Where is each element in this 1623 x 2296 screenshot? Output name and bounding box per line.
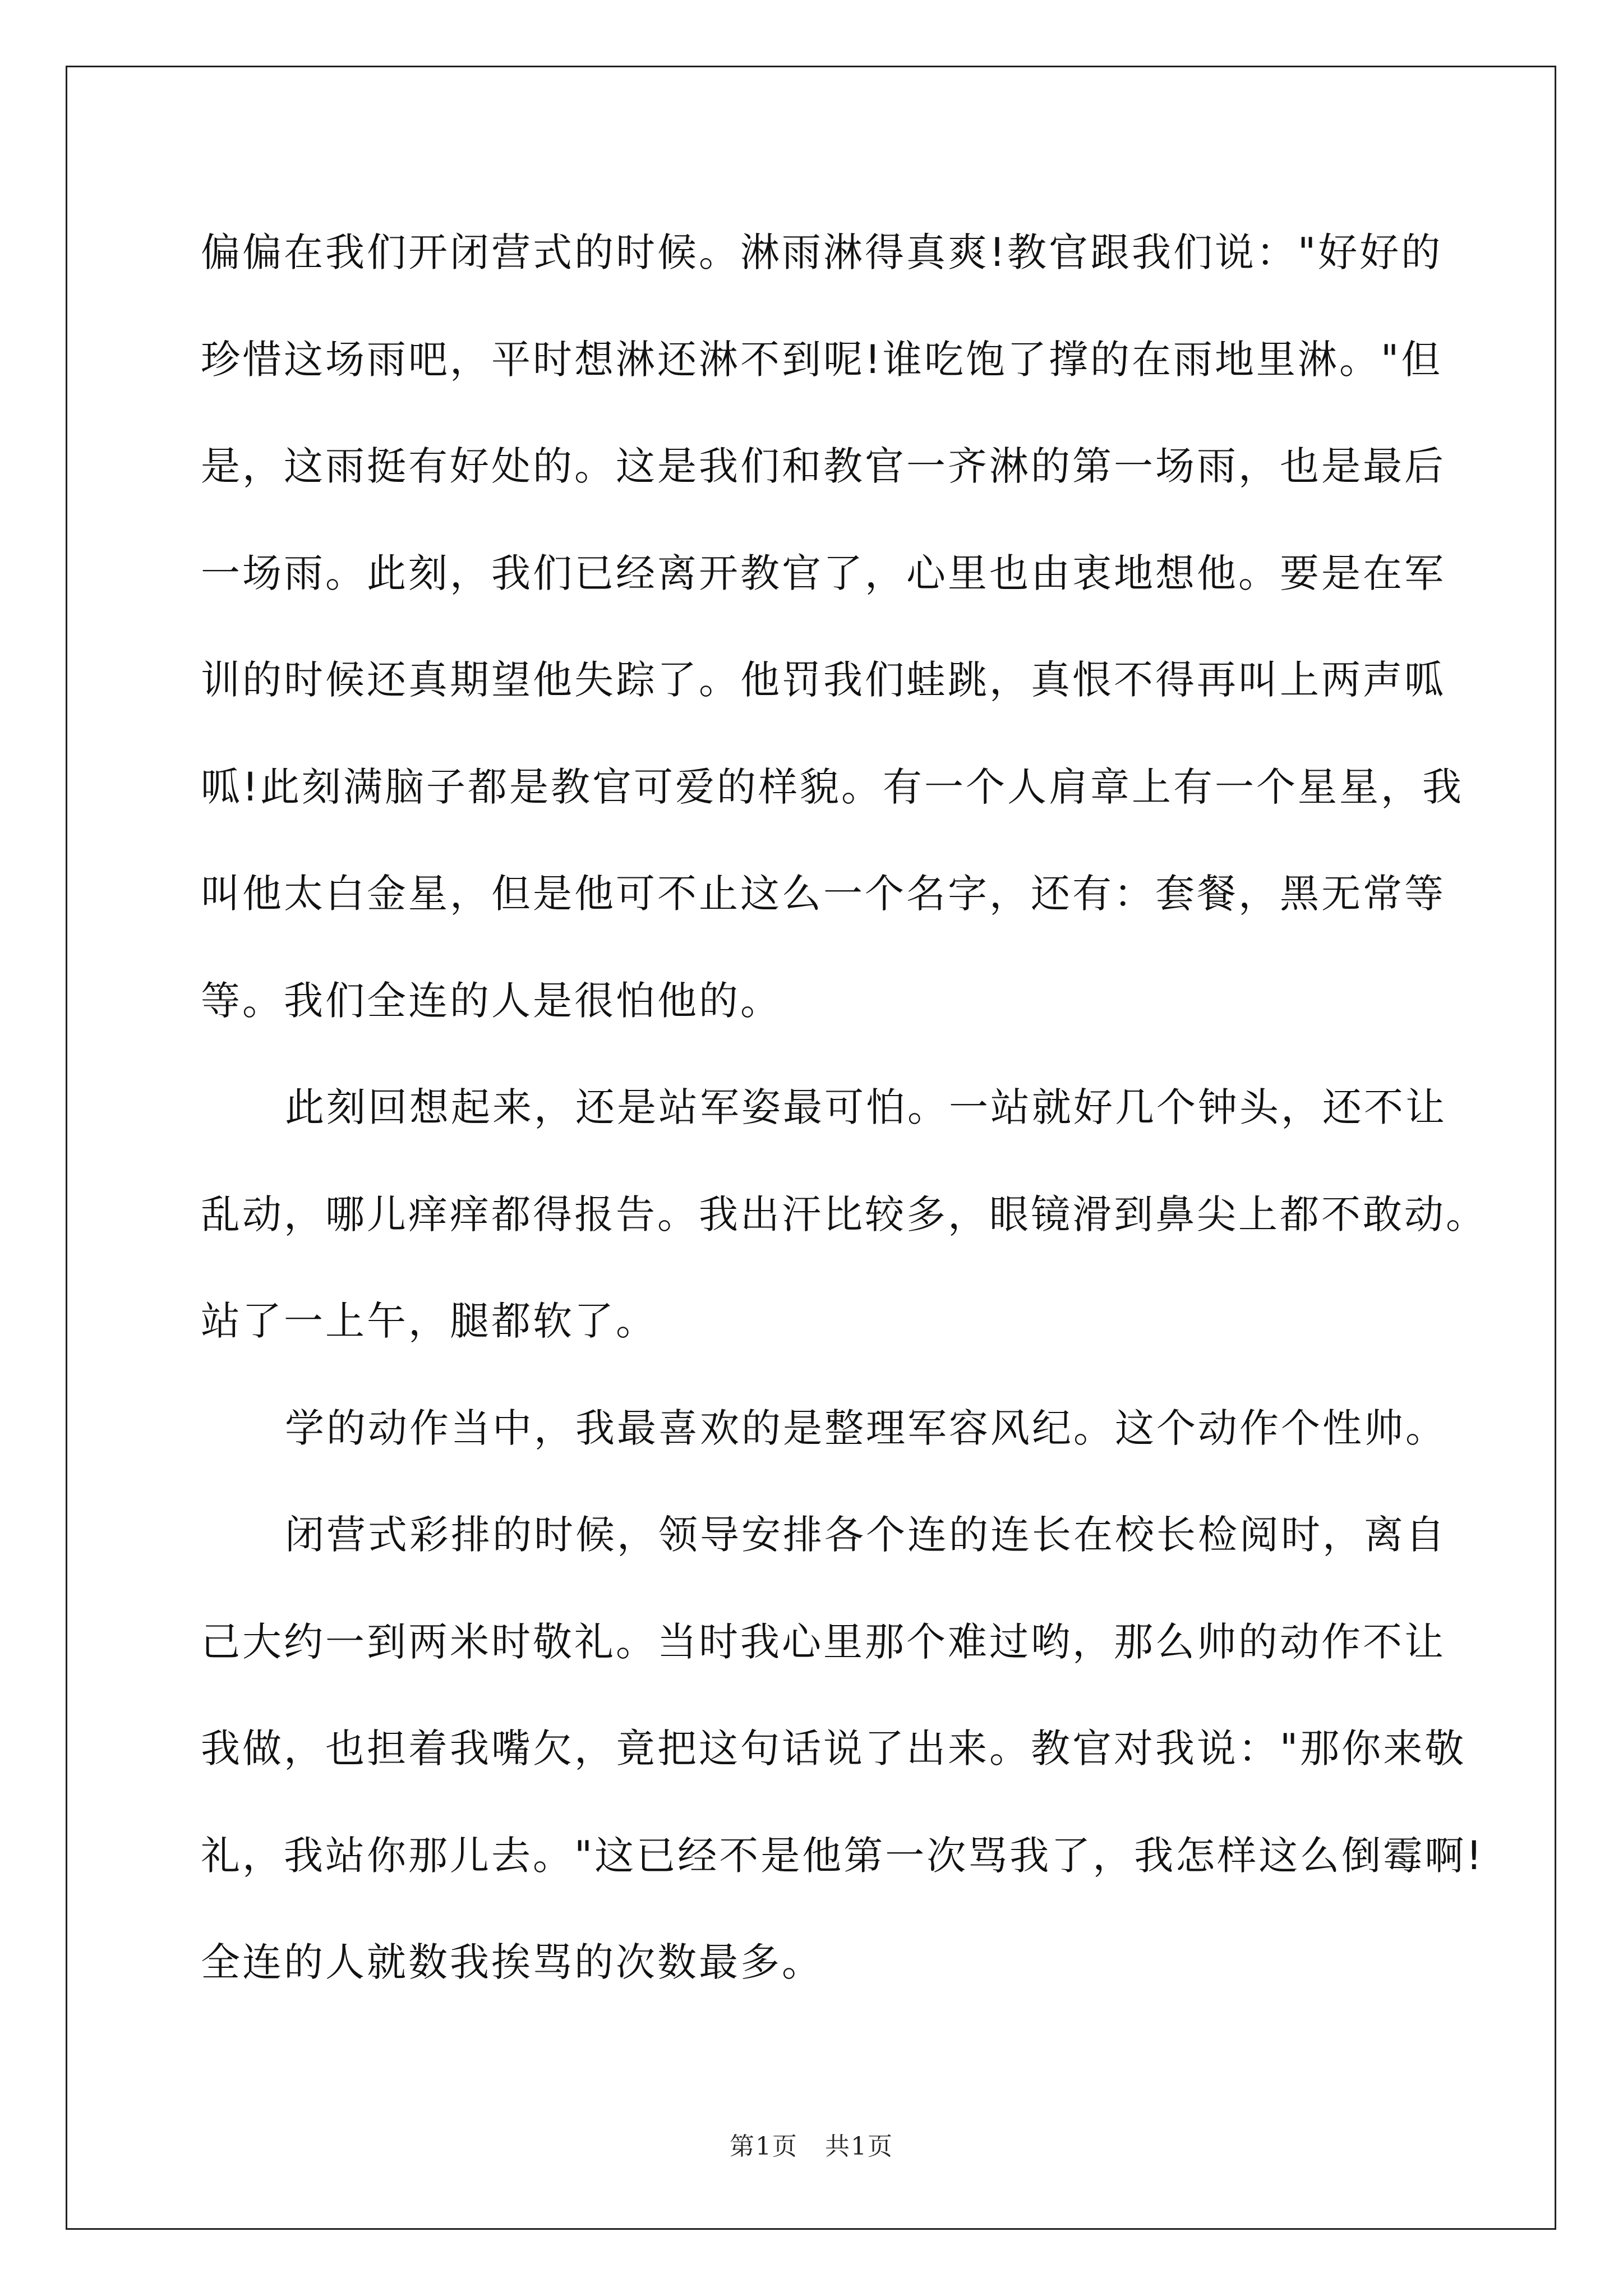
page-footer <box>0 2126 1623 2162</box>
text-line: 全连的人就数我挨骂的次数最多。 <box>201 1939 823 1985</box>
paragraph-start-line: 此刻回想起来，还是站军姿最可怕。一站就好几个钟头，还不让 <box>285 1084 1447 1130</box>
text-line: 叫他太白金星，但是他可不止这么一个名字，还有：套餐，黑无常等 <box>201 871 1446 917</box>
page-number: 第1页 <box>730 2132 798 2161</box>
text-line: 是，这雨挺有好处的。这是我们和教官一齐淋的第一场雨，也是最后 <box>201 443 1446 489</box>
text-line: 呱!此刻满脑子都是教官可爱的样貌。有一个人肩章上有一个星星，我 <box>201 763 1464 810</box>
text-line: 训的时候还真期望他失踪了。他罚我们蛙跳，真恨不得再叫上两声呱 <box>201 657 1446 703</box>
text-line: 等。我们全连的人是很怕他的。 <box>201 977 782 1024</box>
text-line: 珍惜这场雨吧，平时想淋还淋不到呢!谁吃饱了撑的在雨地里淋。"但 <box>201 336 1443 383</box>
page-count: 共1页 <box>825 2132 893 2161</box>
document-body <box>201 199 1487 2016</box>
text-line: 我做，也担着我嘴欠，竟把这句话说了出来。教官对我说："那你来敬 <box>201 1726 1467 1772</box>
text-line: 己大约一到两米时敬礼。当时我心里那个难过哟，那么帅的动作不让 <box>201 1618 1446 1665</box>
text-line: 乱动，哪儿痒痒都得报告。我出汗比较多，眼镜滑到鼻尖上都不敢动。 <box>201 1191 1487 1237</box>
paragraph-start-line: 学的动作当中，我最喜欢的是整理军容风纪。这个动作个性帅。 <box>285 1405 1447 1451</box>
paragraph-start-line: 闭营式彩排的时候，领导安排各个连的连长在校长检阅时，离自 <box>285 1512 1447 1558</box>
text-line: 偏偏在我们开闭营式的时候。淋雨淋得真爽!教官跟我们说："好好的 <box>201 229 1443 275</box>
text-line: 站了一上午，腿都软了。 <box>201 1298 657 1344</box>
text-line: 礼，我站你那儿去。"这已经不是他第一次骂我了，我怎样这么倒霉啊! <box>201 1832 1484 1879</box>
text-line: 一场雨。此刻，我们已经离开教官了，心里也由衷地想他。要是在军 <box>201 550 1446 596</box>
